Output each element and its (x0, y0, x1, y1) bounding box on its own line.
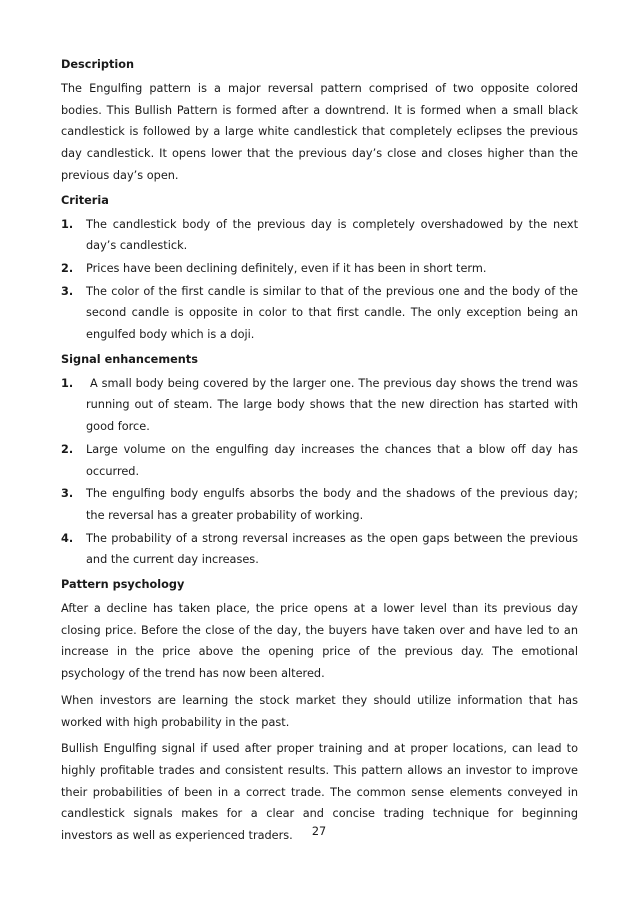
list-number: 3. (61, 284, 74, 298)
psychology-paragraph: Bullish Engulfing signal if used after proper training and at proper locations, can lead to highly profitable trades and consistent results. This pattern allows an investor to improve their probabilities of been in a correct trade. The common sense elements conveyed in candlestick signals makes for a clear and concise trading technique for beginning investors as well as experienced traders. (61, 742, 578, 843)
psychology-paragraph: After a decline has taken place, the price opens at a lower level than its previous day closing price. Before the close of the day, the buyers have taken over and have led to an increase in the price above the opening price of the previous day. The emotional psychology of the trend has now been altered. (61, 602, 578, 681)
list-item (61, 439, 578, 482)
list-item-text: Large volume on the engulfing day increases the chances that a blow off day has occurred. (86, 442, 578, 478)
list-number: 2. (61, 442, 74, 456)
description-paragraph: The Engulfing pattern is a major reversal pattern comprised of two opposite colored bodies. This Bullish Pattern is formed after a downtrend. It is formed when a small black candlestick is followed by a large white candlestick that completely eclipses the previous day candlestick. It opens lower that the previous day’s close and closes higher than the previous day’s open. (61, 82, 578, 182)
criteria-list (61, 214, 578, 346)
page-number: 27 (311, 825, 327, 838)
psychology-paragraph: When investors are learning the stock market they should utilize information that has worked with high probability in the past. (61, 693, 578, 729)
section-heading-pattern-psychology: Pattern psychology (61, 578, 185, 592)
list-item-text: Prices have been declining definitely, even if it has been in short term. (86, 261, 487, 275)
list-item (61, 528, 578, 571)
list-item-text: A small body being covered by the larger one. The previous day shows the trend was running out of steam. The large body shows that the new direction has started with good force. (86, 376, 582, 434)
list-number: 3. (61, 487, 74, 501)
list-item (61, 281, 578, 346)
list-item (61, 483, 578, 526)
list-number: 1. (61, 217, 74, 231)
list-item (61, 373, 582, 438)
section-heading-criteria: Criteria (61, 193, 109, 207)
section-heading-signal-enhancements: Signal enhancements (61, 352, 198, 366)
list-item-text: The engulfing body engulfs absorbs the body and the shadows of the previous day; the reversal has a greater probability of working. (86, 487, 578, 522)
list-item (61, 214, 578, 257)
list-item (61, 258, 578, 280)
list-item-text: The color of the first candle is similar to that of the previous one and the body of the second candle is opposite in color to that first candle. The only exception being an engulfed body which is a doji. (86, 284, 578, 342)
list-item-text: The probability of a strong reversal increases as the open gaps between the previous and the current day increases. (86, 531, 578, 567)
document-page (61, 56, 582, 852)
list-item-text: The candlestick body of the previous day is completely overshadowed by the next day’s candlestick. (86, 217, 578, 253)
signal-enhancements-list (61, 373, 582, 571)
list-number: 1. (61, 376, 74, 390)
list-number: 4. (61, 531, 74, 545)
section-heading-description: Description (61, 58, 135, 71)
list-number: 2. (61, 261, 74, 275)
